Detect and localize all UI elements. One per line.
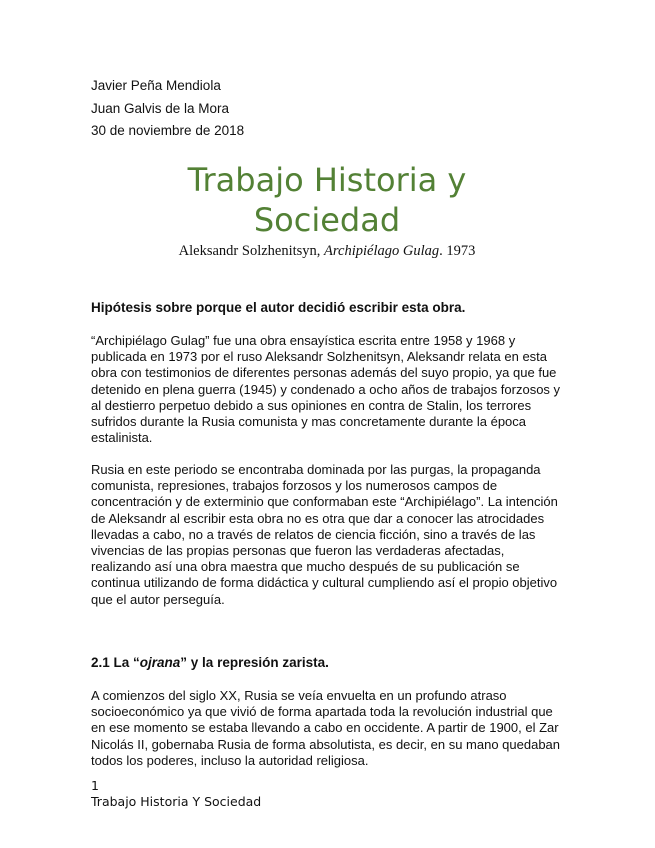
- running-title: Trabajo Historia Y Sociedad: [91, 794, 262, 809]
- title-line-1: Trabajo Historia y: [187, 161, 467, 199]
- heading-emphasis: ojrana: [139, 655, 181, 670]
- paragraph: “Archipiélago Gulag” fue una obra ensayística escrita entre 1958 y 1968 y publicada en 1973 por el ruso Aleksandr Solzhenitsyn, Aleksandr relata en esta obra con testimonios de diferentes personas además del suyo propio, ya que fue detenido en plena guerra (1945) y condenado a ocho años de trabajos forzosos y al destierro perpetuo debido a sus opiniones en contra de Stalin, los terrores sufridos durante la Rusia comunista y mas concretamente durante la época estalinista.: [91, 333, 561, 446]
- author-name-1: Javier Peña Mendiola: [91, 78, 221, 93]
- heading-prefix: 2.1 La “: [91, 655, 140, 670]
- document-subtitle: [91, 241, 563, 261]
- page-number: 1: [91, 778, 99, 793]
- title-line-2: Sociedad: [253, 201, 401, 239]
- author-block: [91, 75, 244, 143]
- page-footer: [91, 778, 261, 810]
- author-name-2: Juan Galvis de la Mora: [91, 100, 230, 116]
- document-date: 30 de noviembre de 2018: [91, 123, 245, 138]
- heading-suffix: ” y la represión zarista.: [180, 655, 329, 670]
- document-title: [91, 160, 563, 240]
- section-heading-hypothesis: Hipótesis sobre porque el autor decidió escribir esta obra.: [91, 300, 466, 315]
- paragraph: A comienzos del siglo XX, Rusia se veía envuelta en un profundo atraso socioeconómico ya que vivió de forma apartada toda la revolución industrial que en ese momento se estaba llevando a cabo en occidente. A partir de 1900, el Zar Nicolás II, gobernaba Rusia de forma absolutista, es decir, en su mano quedaban todos los poderes, incluso la autoridad religiosa.: [91, 688, 561, 768]
- subtitle-work: Archipiélago Gulag: [324, 243, 440, 259]
- subtitle-author: Aleksandr Solzhenitsyn,: [178, 243, 325, 259]
- section-heading-ojrana: [91, 654, 563, 672]
- subtitle-year: . 1973: [439, 243, 476, 259]
- paragraph: Rusia en este periodo se encontraba dominada por las purgas, la propaganda comunista, represiones, trabajos forzosos y los numerosos campos de concentración y de exterminio que conformaban este “Archipiélago”. La intención de Aleksandr al escribir esta obra no es otra que dar a conocer las atrocidades llevadas a cabo, no a través de relatos de ciencia ficción, sino a través de las vivencias de las propias personas que fueron las verdaderas afectadas, realizando así una obra maestra que mucho después de su publicación se continua utilizando de forma didáctica y cultural cumpliendo así el propio objetivo que el autor perseguía.: [91, 462, 558, 607]
